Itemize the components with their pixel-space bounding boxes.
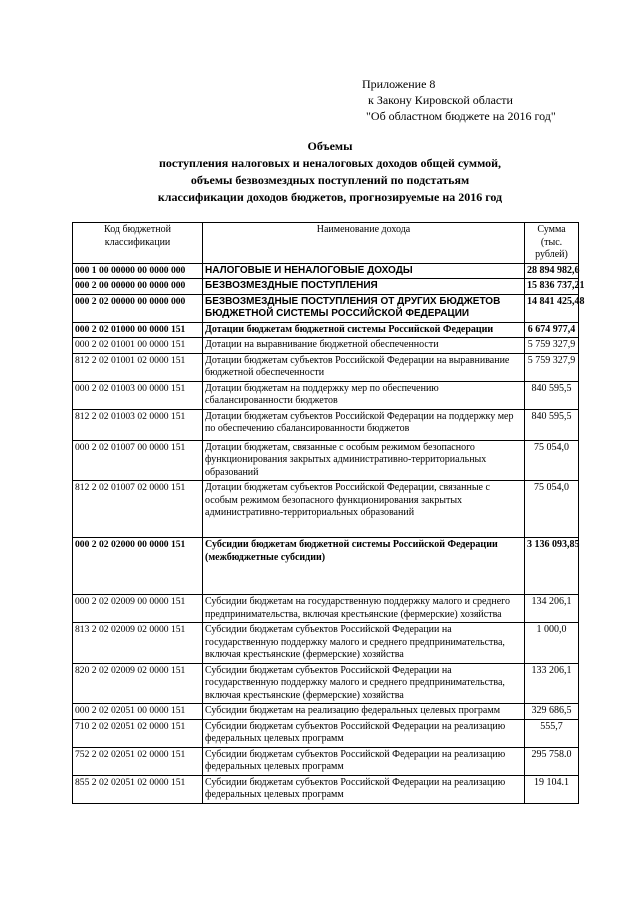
name-cell: БЕЗВОЗМЕЗДНЫЕ ПОСТУПЛЕНИЯ xyxy=(203,279,525,295)
table-row xyxy=(73,294,579,322)
document-title xyxy=(60,138,600,206)
name-cell: Субсидии бюджетам субъектов Российской Федерации на реализацию федеральных целевых программ xyxy=(203,747,525,775)
table-row xyxy=(73,663,579,704)
sum-cell: 134 206,1 xyxy=(525,595,579,623)
table-header-row xyxy=(73,223,579,264)
title-line: Объемы xyxy=(307,139,353,153)
table-row xyxy=(73,747,579,775)
sum-cell: 1 000,0 xyxy=(525,623,579,664)
table-row xyxy=(73,595,579,623)
sum-cell: 133 206,1 xyxy=(525,663,579,704)
table-row xyxy=(73,481,579,538)
name-cell: Дотации бюджетам, связанные с особым режимом безопасного функционирования закрытых административно-территориальных образований xyxy=(203,440,525,481)
name-cell: Субсидии бюджетам бюджетной системы Российской Федерации (межбюджетные субсидии) xyxy=(203,538,525,595)
code-cell: 710 2 02 02051 02 0000 151 xyxy=(73,719,203,747)
name-cell: Субсидии бюджетам на государственную поддержку малого и среднего предпринимательства, включая крестьянские (фермерские) хозяйства xyxy=(203,595,525,623)
header-sum: Сумма (тыс. рублей) xyxy=(525,223,579,264)
sum-cell: 19 104.1 xyxy=(525,775,579,803)
code-cell: 813 2 02 02009 02 0000 151 xyxy=(73,623,203,664)
code-cell: 000 1 00 00000 00 0000 000 xyxy=(73,263,203,279)
sum-cell: 840 595,5 xyxy=(525,409,579,440)
name-cell: Дотации бюджетам субъектов Российской Федерации на выравнивание бюджетной обеспеченности xyxy=(203,353,525,381)
header-code: Код бюджетной классификации xyxy=(73,223,203,264)
code-cell: 000 2 00 00000 00 0000 000 xyxy=(73,279,203,295)
sum-cell: 5 759 327,9 xyxy=(525,353,579,381)
code-cell: 855 2 02 02051 02 0000 151 xyxy=(73,775,203,803)
table-row xyxy=(73,263,579,279)
sum-cell: 75 054,0 xyxy=(525,440,579,481)
name-cell: БЕЗВОЗМЕЗДНЫЕ ПОСТУПЛЕНИЯ ОТ ДРУГИХ БЮДЖЕТОВ БЮДЖЕТНОЙ СИСТЕМЫ РОССИЙСКОЙ ФЕДЕРАЦИИ xyxy=(203,294,525,322)
sum-cell: 840 595,5 xyxy=(525,381,579,409)
annex-number: Приложение 8 xyxy=(362,77,436,91)
table-row xyxy=(73,353,579,381)
table-row xyxy=(73,409,579,440)
annex-header xyxy=(362,76,556,124)
code-cell: 000 2 02 02000 00 0000 151 xyxy=(73,538,203,595)
name-cell: Субсидии бюджетам на реализацию федеральных целевых программ xyxy=(203,704,525,720)
table-row xyxy=(73,704,579,720)
code-cell: 812 2 02 01007 02 0000 151 xyxy=(73,481,203,538)
title-line: поступления налоговых и неналоговых доходов общей суммой, xyxy=(158,156,502,170)
sum-cell: 3 136 093,85 xyxy=(525,538,579,595)
name-cell: Субсидии бюджетам субъектов Российской Федерации на государственную поддержку малого и среднего предпринимательства, включая крестьянские (фермерские) хозяйства xyxy=(203,623,525,664)
name-cell: Субсидии бюджетам субъектов Российской Федерации на реализацию федеральных целевых программ xyxy=(203,719,525,747)
title-line: классификации доходов бюджетов, прогнозируемые на 2016 год xyxy=(157,190,503,204)
name-cell: Субсидии бюджетам субъектов Российской Федерации на государственную поддержку малого и среднего предпринимательства, включая крестьянские (фермерские) хозяйства xyxy=(203,663,525,704)
code-cell: 752 2 02 02051 02 0000 151 xyxy=(73,747,203,775)
sum-cell: 555,7 xyxy=(525,719,579,747)
sum-cell: 6 674 977,4 xyxy=(525,322,579,338)
code-cell: 000 2 02 01003 00 0000 151 xyxy=(73,381,203,409)
code-cell: 000 2 02 02051 00 0000 151 xyxy=(73,704,203,720)
header-name: Наименование дохода xyxy=(203,223,525,264)
code-cell: 000 2 02 01007 00 0000 151 xyxy=(73,440,203,481)
code-cell: 000 2 02 02009 00 0000 151 xyxy=(73,595,203,623)
table-row xyxy=(73,381,579,409)
name-cell: Дотации бюджетам на поддержку мер по обеспечению сбалансированности бюджетов xyxy=(203,381,525,409)
table-row xyxy=(73,775,579,803)
name-cell: Дотации бюджетам субъектов Российской Федерации на поддержку мер по обеспечению сбалансированности бюджетов xyxy=(203,409,525,440)
sum-cell: 28 894 982,6 xyxy=(525,263,579,279)
table-row xyxy=(73,719,579,747)
name-cell: НАЛОГОВЫЕ И НЕНАЛОГОВЫЕ ДОХОДЫ xyxy=(203,263,525,279)
sum-cell: 329 686,5 xyxy=(525,704,579,720)
name-cell: Дотации бюджетам субъектов Российской Федерации, связанные с особым режимом безопасного функционирования закрытых административно-территориальных образований xyxy=(203,481,525,538)
code-cell: 000 2 02 00000 00 0000 000 xyxy=(73,294,203,322)
name-cell: Дотации на выравнивание бюджетной обеспеченности xyxy=(203,338,525,354)
annex-law: к Закону Кировской области xyxy=(368,93,513,107)
revenue-table xyxy=(72,222,585,804)
code-cell: 000 2 02 01000 00 0000 151 xyxy=(73,322,203,338)
table-row xyxy=(73,623,579,664)
title-line: объемы безвозмездных поступлений по подстатьям xyxy=(190,173,470,187)
annex-law-title: "Об областном бюджете на 2016 год" xyxy=(366,109,556,123)
code-cell: 000 2 02 01001 00 0000 151 xyxy=(73,338,203,354)
sum-cell: 5 759 327,9 xyxy=(525,338,579,354)
sum-cell: 14 841 425,48 xyxy=(525,294,579,322)
table-row xyxy=(73,322,579,338)
name-cell: Субсидии бюджетам субъектов Российской Федерации на реализацию федеральных целевых программ xyxy=(203,775,525,803)
table-row xyxy=(73,538,579,595)
code-cell: 812 2 02 01003 02 0000 151 xyxy=(73,409,203,440)
code-cell: 820 2 02 02009 02 0000 151 xyxy=(73,663,203,704)
table-row xyxy=(73,338,579,354)
table-row xyxy=(73,440,579,481)
code-cell: 812 2 02 01001 02 0000 151 xyxy=(73,353,203,381)
sum-cell: 295 758.0 xyxy=(525,747,579,775)
table-row xyxy=(73,279,579,295)
sum-cell: 75 054,0 xyxy=(525,481,579,538)
sum-cell: 15 836 737,21 xyxy=(525,279,579,295)
name-cell: Дотации бюджетам бюджетной системы Российской Федерации xyxy=(203,322,525,338)
